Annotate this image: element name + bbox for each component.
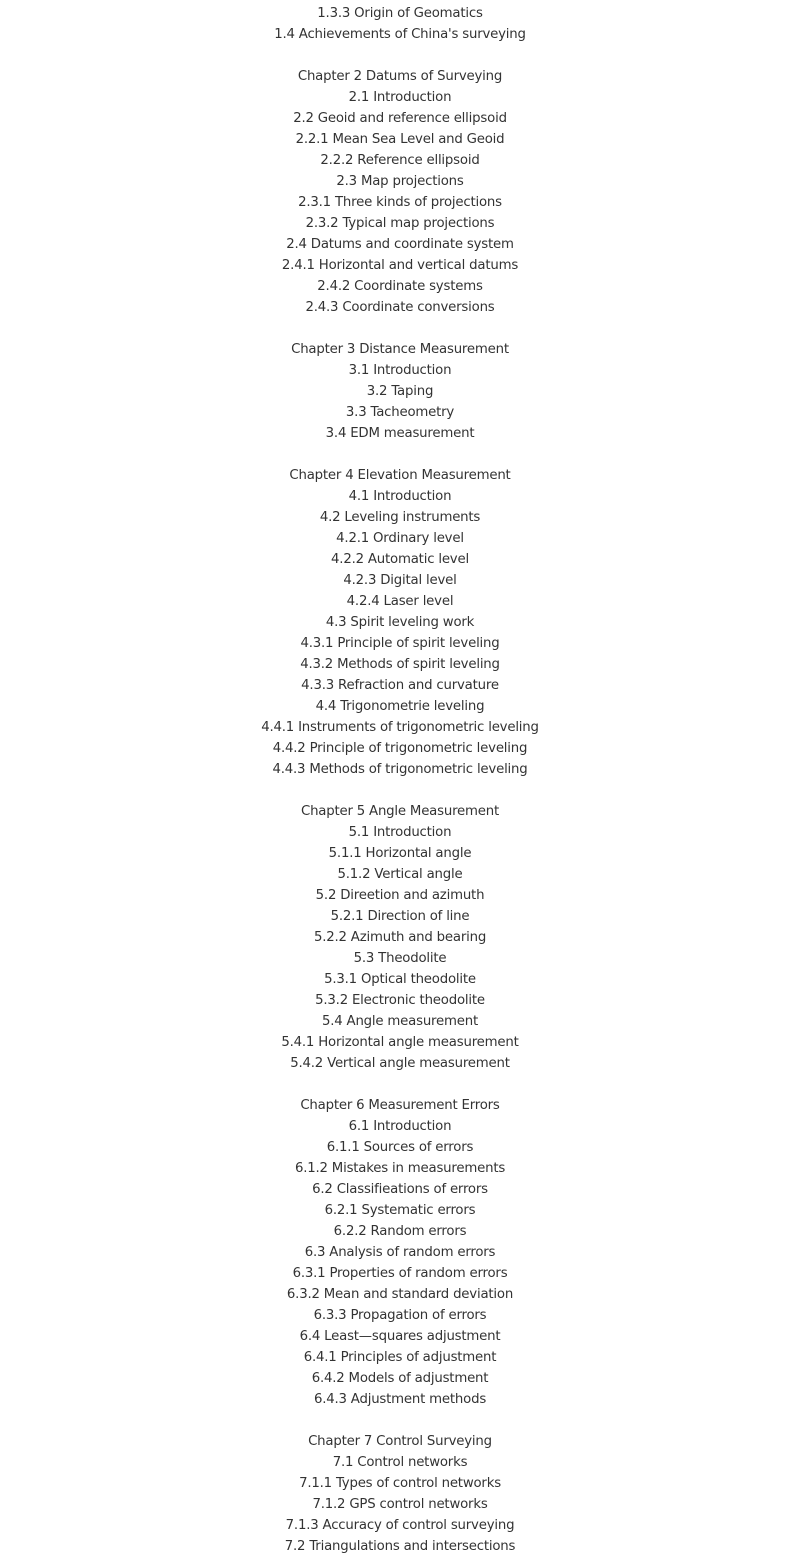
toc-entry: 6.3 Analysis of random errors	[304, 1245, 496, 1260]
toc-entry: 6.3.2 Mean and standard deviation	[286, 1287, 514, 1302]
toc-entry: 4.4.3 Methods of trigonometric leveling	[272, 762, 528, 777]
toc-entry: 4.3.2 Methods of spirit leveling	[300, 657, 500, 672]
toc-entry: 5.2.2 Azimuth and bearing	[313, 930, 487, 945]
toc-entry: 2.2.2 Reference ellipsoid	[320, 153, 480, 168]
toc-entry: 3.3 Tacheometry	[345, 405, 455, 420]
blank-line	[0, 45, 800, 66]
toc-entry: 1.3.3 Origin of Geomatics	[317, 6, 483, 21]
toc-entry: 2.3.2 Typical map projections	[305, 216, 495, 231]
toc-entry: 2.4.1 Horizontal and vertical datums	[281, 258, 519, 273]
toc-entry: 4.2 Leveling instruments	[319, 510, 481, 525]
toc-entry: 2.3.1 Three kinds of projections	[298, 195, 502, 210]
toc-entry: 7.1.2 GPS control networks	[312, 1497, 488, 1512]
toc-entry: 7.1.3 Accuracy of control surveying	[285, 1518, 515, 1533]
toc-entry: 6.2.2 Random errors	[333, 1224, 467, 1239]
toc-entry: 5.2 Direetion and azimuth	[315, 888, 485, 903]
toc-entry: 2.1 Introduction	[348, 90, 452, 105]
chapter-heading: Chapter 5 Angle Measurement	[300, 804, 500, 819]
toc-entry: 4.2.4 Laser level	[346, 594, 454, 609]
table-of-contents	[0, 3, 800, 1557]
chapter-heading: Chapter 7 Control Surveying	[308, 1434, 492, 1449]
toc-entry: 4.4.2 Principle of trigonometric leveling	[272, 741, 528, 756]
toc-entry: 7.1 Control networks	[332, 1455, 468, 1470]
toc-entry: 3.1 Introduction	[348, 363, 452, 378]
toc-entry: 1.4 Achievements of China's surveying	[274, 27, 526, 42]
toc-entry: 6.4.2 Models of adjustment	[311, 1371, 489, 1386]
toc-entry: 4.2.2 Automatic level	[331, 552, 469, 567]
toc-entry: 6.2 Classifieations of errors	[312, 1182, 488, 1197]
toc-entry: 4.3 Spirit leveling work	[325, 615, 475, 630]
toc-entry: 6.1.2 Mistakes in measurements	[294, 1161, 506, 1176]
toc-entry: 4.2.1 Ordinary level	[336, 531, 464, 546]
toc-entry: 6.4.3 Adjustment methods	[313, 1392, 487, 1407]
toc-entry: 5.4 Angle measurement	[321, 1014, 478, 1029]
toc-entry: 2.4.2 Coordinate systems	[317, 279, 483, 294]
chapter-heading: Chapter 3 Distance Measurement	[291, 342, 509, 357]
chapter-heading: Chapter 6 Measurement Errors	[300, 1098, 500, 1113]
toc-entry: 7.2 Triangulations and intersections	[284, 1539, 516, 1554]
toc-entry: 6.1 Introduction	[348, 1119, 452, 1134]
toc-entry: 2.2.1 Mean Sea Level and Geoid	[295, 132, 505, 147]
toc-entry: 5.4.2 Vertical angle measurement	[290, 1056, 510, 1071]
toc-entry: 5.2.1 Direction of line	[330, 909, 470, 924]
toc-entry: 5.1.2 Vertical angle	[337, 867, 463, 882]
toc-entry: 5.4.1 Horizontal angle measurement	[281, 1035, 519, 1050]
toc-entry: 4.4 Trigonometrie leveling	[315, 699, 485, 714]
toc-entry: 5.3 Theodolite	[353, 951, 447, 966]
toc-entry: 6.4.1 Principles of adjustment	[303, 1350, 497, 1365]
toc-entry: 5.3.2 Electronic theodolite	[315, 993, 485, 1008]
toc-entry: 5.1 Introduction	[348, 825, 452, 840]
toc-entry: 7.1.1 Types of control networks	[299, 1476, 501, 1491]
toc-entry: 3.4 EDM measurement	[325, 426, 475, 441]
toc-entry: 3.2 Taping	[366, 384, 434, 399]
chapter-heading: Chapter 2 Datums of Surveying	[297, 69, 503, 84]
blank-line	[0, 1074, 800, 1095]
toc-entry: 4.3.3 Refraction and curvature	[301, 678, 499, 693]
toc-entry: 2.4 Datums and coordinate system	[286, 237, 514, 252]
blank-line	[0, 444, 800, 465]
chapter-heading: Chapter 4 Elevation Measurement	[289, 468, 511, 483]
toc-entry: 6.3.1 Properties of random errors	[292, 1266, 508, 1281]
toc-entry: 2.3 Map projections	[336, 174, 464, 189]
blank-line	[0, 780, 800, 801]
toc-entry: 4.2.3 Digital level	[343, 573, 457, 588]
toc-entry: 2.4.3 Coordinate conversions	[305, 300, 495, 315]
toc-entry: 6.2.1 Systematic errors	[324, 1203, 476, 1218]
toc-entry: 4.4.1 Instruments of trigonometric leveling	[261, 720, 539, 735]
toc-entry: 6.4 Least—squares adjustment	[299, 1329, 501, 1344]
toc-entry: 4.1 Introduction	[348, 489, 452, 504]
toc-entry: 5.1.1 Horizontal angle	[328, 846, 472, 861]
toc-entry: 2.2 Geoid and reference ellipsoid	[293, 111, 507, 126]
toc-entry: 5.3.1 Optical theodolite	[324, 972, 476, 987]
blank-line	[0, 318, 800, 339]
blank-line	[0, 1410, 800, 1431]
toc-entry: 4.3.1 Principle of spirit leveling	[300, 636, 500, 651]
toc-entry: 6.1.1 Sources of errors	[326, 1140, 474, 1155]
toc-entry: 6.3.3 Propagation of errors	[313, 1308, 487, 1323]
